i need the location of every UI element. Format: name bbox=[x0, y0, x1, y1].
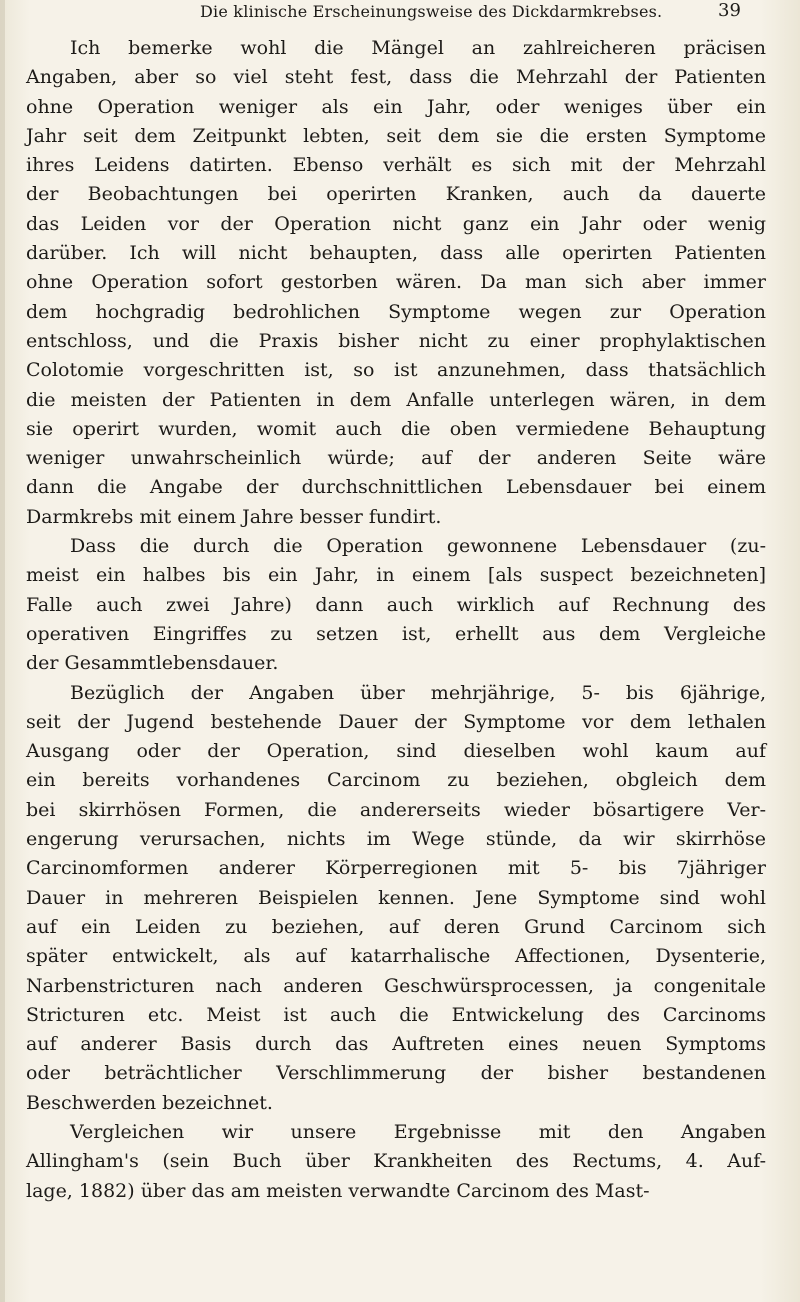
text-line: lage, 1882) über das am meisten verwandte Carcinom des Mast- bbox=[26, 1179, 650, 1202]
paragraph bbox=[26, 679, 766, 1118]
text-line: oder beträchtlicher Verschlimmerung der bisher bestandenen bbox=[26, 1062, 766, 1085]
text-line: die meisten der Patienten in dem Anfalle unterlegen wären, in dem bbox=[26, 388, 766, 411]
text-line: Ich bemerke wohl die Mängel an zahlreicheren präcisen bbox=[70, 37, 766, 59]
page-number: 39 bbox=[718, 0, 741, 21]
paragraph bbox=[26, 1118, 766, 1206]
text-line: der Beobachtungen bei operirten Kranken, auch da dauerte bbox=[26, 183, 766, 206]
text-line: Vergleichen wir unsere Ergebnisse mit den Angaben bbox=[70, 1120, 766, 1143]
text-line: operativen Eingriffes zu setzen ist, erhellt aus dem Vergleiche bbox=[26, 622, 766, 645]
paragraph bbox=[26, 34, 766, 532]
running-head: Die klinische Erscheinungsweise des Dickdarmkrebses. bbox=[200, 2, 663, 21]
text-line: seit der Jugend bestehende Dauer der Symptome vor dem lethalen bbox=[26, 710, 766, 733]
text-line: bei skirrhösen Formen, die andererseits wieder bösartigere Ver- bbox=[26, 798, 766, 821]
text-line: auf ein Leiden zu beziehen, auf deren Grund Carcinom sich bbox=[26, 915, 766, 938]
text-line: Stricturen etc. Meist ist auch die Entwickelung des Carcinoms bbox=[26, 1003, 766, 1026]
text-line: Falle auch zwei Jahre) dann auch wirklich auf Rechnung des bbox=[26, 593, 766, 616]
body-text bbox=[26, 34, 766, 1206]
text-line: Angaben, aber so viel steht fest, dass die Mehrzahl der Patienten bbox=[26, 66, 766, 89]
text-line: ein bereits vorhandenes Carcinom zu beziehen, obgleich dem bbox=[26, 769, 766, 792]
text-line: Beschwerden bezeichnet. bbox=[26, 1091, 273, 1114]
text-line: Carcinomformen anderer Körperregionen mit 5- bis 7jähriger bbox=[26, 857, 766, 880]
text-line: weniger unwahrscheinlich würde; auf der anderen Seite wäre bbox=[26, 447, 766, 470]
text-line: Narbenstricturen nach anderen Geschwürsprocessen, ja congenitale bbox=[26, 974, 766, 997]
text-line: entschloss, und die Praxis bisher nicht zu einer prophylaktischen bbox=[26, 329, 766, 352]
text-line: dem hochgradig bedrohlichen Symptome wegen zur Operation bbox=[26, 300, 766, 323]
text-line: Jahr seit dem Zeitpunkt lebten, seit dem sie die ersten Symptome bbox=[26, 124, 766, 147]
text-line: dann die Angabe der durchschnittlichen Lebensdauer bei einem bbox=[26, 476, 766, 499]
paragraph bbox=[26, 532, 766, 678]
text-line: Dass die durch die Operation gewonnene Lebensdauer (zu- bbox=[70, 535, 766, 558]
text-line: auf anderer Basis durch das Auftreten eines neuen Symptoms bbox=[26, 1033, 766, 1056]
text-line: das Leiden vor der Operation nicht ganz ein Jahr oder wenig bbox=[26, 212, 766, 235]
binding-shadow bbox=[0, 0, 5, 1302]
text-line: meist ein halbes bis ein Jahr, in einem [als suspect bezeichneten] bbox=[26, 564, 766, 587]
text-line: sie operirt wurden, womit auch die oben vermiedene Behauptung bbox=[26, 417, 766, 440]
text-line: Allingham's (sein Buch über Krankheiten des Rectums, 4. Auf- bbox=[26, 1150, 766, 1173]
text-line: ihres Leidens datirten. Ebenso verhält es sich mit der Mehrzahl bbox=[26, 154, 766, 177]
text-line: darüber. Ich will nicht behaupten, dass alle operirten Patienten bbox=[26, 242, 766, 265]
text-line: ohne Operation weniger als ein Jahr, oder weniges über ein bbox=[26, 95, 766, 118]
text-line: der Gesammtlebensdauer. bbox=[26, 652, 279, 675]
text-line: Dauer in mehreren Beispielen kennen. Jene Symptome sind wohl bbox=[26, 886, 766, 909]
text-line: engerung verursachen, nichts im Wege stünde, da wir skirrhöse bbox=[26, 828, 766, 851]
text-line: Ausgang oder der Operation, sind dieselben wohl kaum auf bbox=[26, 740, 766, 763]
text-line: Darmkrebs mit einem Jahre besser fundirt. bbox=[26, 505, 442, 528]
text-line: Bezüglich der Angaben über mehrjährige, 5- bis 6jährige, bbox=[70, 681, 766, 704]
text-line: Colotomie vorgeschritten ist, so ist anzunehmen, dass thatsächlich bbox=[26, 359, 766, 382]
text-line: ohne Operation sofort gestorben wären. Da man sich aber immer bbox=[26, 271, 766, 294]
text-line: später entwickelt, als auf katarrhalische Affectionen, Dysenterie, bbox=[26, 945, 766, 968]
